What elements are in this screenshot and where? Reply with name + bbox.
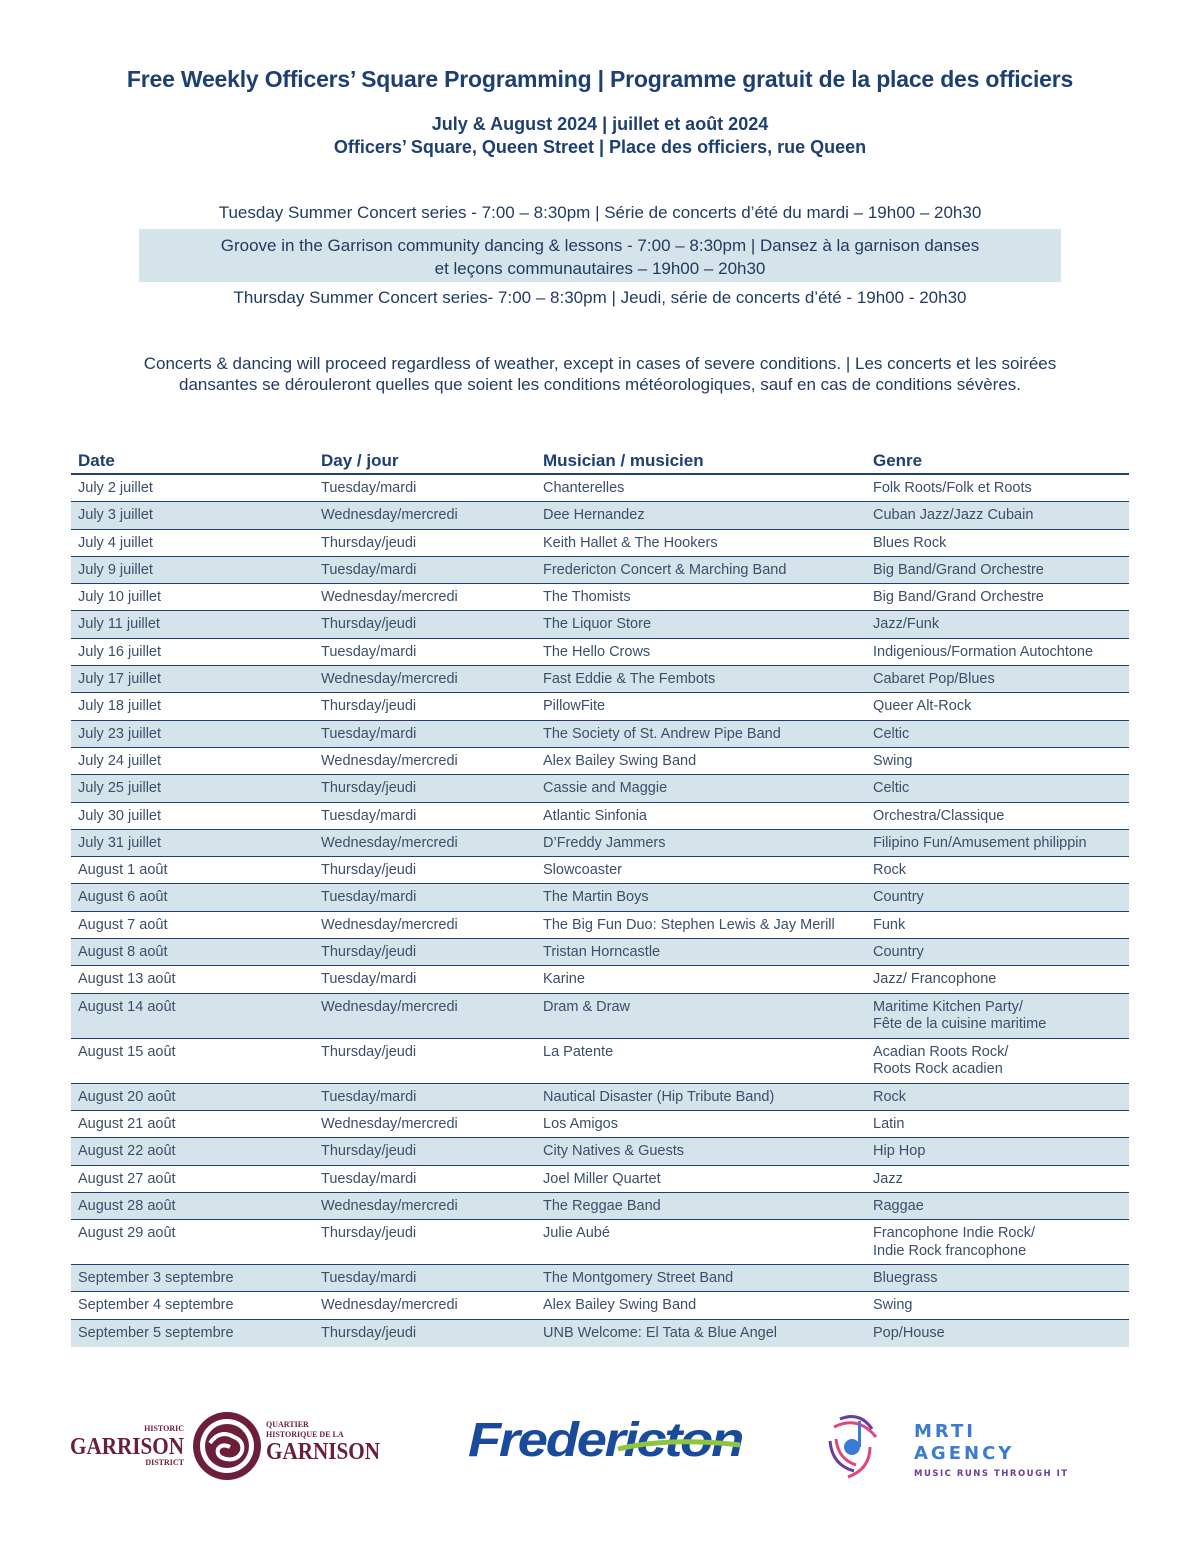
table-row — [71, 475, 1129, 502]
cell-musician: The Thomists — [543, 589, 631, 606]
cell-genre: Queer Alt-Rock — [873, 698, 972, 715]
cell-genre: Blues Rock — [873, 534, 947, 551]
table-row — [71, 912, 1129, 939]
wednesday-series-line2: et leçons communautaires – 19h00 – 20h30 — [434, 259, 766, 278]
cell-genre: Celtic — [873, 725, 910, 742]
cell-date: July 30 juillet — [78, 807, 162, 824]
fredericton-wordmark: Fredericton — [468, 1414, 743, 1467]
table-row — [71, 1111, 1129, 1138]
table-row — [71, 775, 1129, 802]
cell-date: July 16 juillet — [78, 643, 162, 660]
cell-date: August 29 août — [78, 1225, 176, 1242]
cell-date: July 25 juillet — [78, 780, 162, 797]
mrti-agency-logo — [826, 1407, 1098, 1483]
cell-musician: The Montgomery Street Band — [543, 1270, 734, 1287]
cell-musician: Karine — [543, 971, 585, 988]
cell-genre: Francophone Indie Rock/ Indie Rock francophone — [873, 1225, 1036, 1259]
cell-musician: Dee Hernandez — [543, 507, 645, 524]
cell-day: Thursday/jeudi — [321, 1225, 417, 1242]
cell-musician: Cassie and Maggie — [543, 780, 668, 797]
cell-date: July 31 juillet — [78, 834, 162, 851]
cell-genre: Jazz — [873, 1170, 903, 1187]
table-body — [71, 475, 1129, 1347]
garrison-district-logo — [70, 1407, 382, 1485]
music-note-icon — [844, 1439, 860, 1455]
garrison-district-text: DISTRICT — [145, 1458, 184, 1467]
table-row — [71, 1138, 1129, 1165]
cell-day: Wednesday/mercredi — [321, 752, 458, 769]
cell-genre: Rock — [873, 1088, 907, 1105]
table-row — [71, 666, 1129, 693]
table-row — [71, 966, 1129, 993]
table-row — [71, 830, 1129, 857]
cell-date: July 24 juillet — [78, 752, 162, 769]
cell-day: Tuesday/mardi — [321, 807, 417, 824]
table-row — [71, 803, 1129, 830]
cell-genre: Big Band/Grand Orchestre — [873, 589, 1044, 606]
cell-genre: Swing — [873, 1297, 913, 1314]
table-row — [71, 1320, 1129, 1347]
cell-date: August 27 août — [78, 1170, 176, 1187]
cell-musician: Atlantic Sinfonia — [543, 807, 647, 824]
table-row — [71, 748, 1129, 775]
cell-musician: Nautical Disaster (Hip Tribute Band) — [543, 1088, 775, 1105]
table-row — [71, 502, 1129, 529]
cell-genre: Bluegrass — [873, 1270, 938, 1287]
table-row — [71, 1039, 1129, 1084]
cell-musician: The Reggae Band — [543, 1197, 661, 1214]
cell-date: July 3 juillet — [78, 507, 153, 524]
cell-day: Wednesday/mercredi — [321, 916, 458, 933]
cell-day: Thursday/jeudi — [321, 862, 417, 879]
cell-day: Wednesday/mercredi — [321, 1115, 458, 1132]
cell-date: July 18 juillet — [78, 698, 162, 715]
table-row — [71, 1292, 1129, 1319]
date-range: July & August 2024 | juillet et août 2024 — [431, 114, 769, 134]
wednesday-series-line1: Groove in the Garrison community dancing & lessons - 7:00 – 8:30pm | Dansez à la garnison danses — [220, 236, 980, 255]
cell-musician: The Hello Crows — [543, 643, 651, 660]
garrison-text: GARRISON — [70, 1434, 185, 1460]
cell-genre: Hip Hop — [873, 1143, 926, 1160]
cell-day: Tuesday/mardi — [321, 889, 417, 906]
cell-day: Tuesday/mardi — [321, 1088, 417, 1105]
cell-day: Wednesday/mercredi — [321, 507, 458, 524]
cell-genre: Funk — [873, 916, 906, 933]
cell-musician: UNB Welcome: El Tata & Blue Angel — [543, 1324, 777, 1341]
location: Officers’ Square, Queen Street | Place des officiers, rue Queen — [333, 137, 867, 157]
cell-date: July 2 juillet — [78, 480, 153, 496]
header-date: Date — [78, 451, 115, 470]
table-row — [71, 557, 1129, 584]
cell-genre: Rock — [873, 862, 907, 879]
cell-date: August 21 août — [78, 1115, 176, 1132]
table-row — [71, 857, 1129, 884]
cell-musician: Keith Hallet & The Hookers — [543, 534, 718, 551]
cell-day: Tuesday/mardi — [321, 480, 417, 496]
cell-musician: PillowFite — [543, 698, 606, 715]
cell-day: Thursday/jeudi — [321, 698, 417, 715]
header-genre: Genre — [873, 451, 923, 470]
cell-genre: Country — [873, 889, 924, 906]
cell-date: August 20 août — [78, 1088, 176, 1105]
table-row — [71, 939, 1129, 966]
cell-day: Thursday/jeudi — [321, 1143, 417, 1160]
weather-notice-line2: dansantes se dérouleront quelles que soient les conditions météorologiques, sauf en cas de conditions sévères. — [178, 375, 1022, 394]
cell-day: Tuesday/mardi — [321, 1270, 417, 1287]
cell-date: September 4 septembre — [78, 1297, 234, 1314]
cell-date: August 22 août — [78, 1143, 176, 1160]
table-row — [71, 584, 1129, 611]
cell-genre: Jazz/ Francophone — [873, 971, 997, 988]
cell-musician: Tristan Horncastle — [543, 944, 661, 961]
cell-day: Wednesday/mercredi — [321, 671, 458, 688]
cell-day: Wednesday/mercredi — [321, 1297, 458, 1314]
cell-musician: The Martin Boys — [543, 889, 649, 906]
cell-genre: Cuban Jazz/Jazz Cubain — [873, 507, 1034, 524]
cell-date: September 3 septembre — [78, 1270, 234, 1287]
table-row — [71, 884, 1129, 911]
cell-musician: La Patente — [543, 1043, 614, 1060]
table-row — [71, 994, 1129, 1039]
cell-day: Tuesday/mardi — [321, 971, 417, 988]
cell-musician: Alex Bailey Swing Band — [543, 1297, 697, 1314]
wednesday-series — [139, 229, 1061, 282]
cell-genre: Filipino Fun/Amusement philippin — [873, 834, 1087, 851]
cell-musician: Fast Eddie & The Fembots — [543, 671, 716, 688]
cell-date: July 11 juillet — [78, 616, 160, 633]
cell-genre: Swing — [873, 752, 913, 769]
cell-day: Wednesday/mercredi — [321, 998, 458, 1015]
cell-musician: Julie Aubé — [543, 1225, 610, 1242]
logo-bar — [0, 1395, 1200, 1485]
cell-date: August 8 août — [78, 944, 168, 961]
table-row — [71, 1220, 1129, 1265]
cell-day: Thursday/jeudi — [321, 1043, 417, 1060]
table-row — [71, 530, 1129, 557]
cell-musician: The Liquor Store — [543, 616, 652, 633]
cell-musician: The Society of St. Andrew Pipe Band — [543, 725, 781, 742]
cell-musician: Joel Miller Quartet — [543, 1170, 661, 1187]
cell-day: Thursday/jeudi — [321, 616, 417, 633]
cell-day: Tuesday/mardi — [321, 643, 417, 660]
cell-genre: Folk Roots/Folk et Roots — [873, 480, 1032, 496]
table-header — [71, 449, 1129, 475]
cell-day: Thursday/jeudi — [321, 944, 417, 961]
table-row — [71, 1193, 1129, 1220]
page-title: Free Weekly Officers’ Square Programming | Programme gratuit de la place des officiers — [126, 66, 1074, 92]
cell-date: August 15 août — [78, 1043, 176, 1060]
cell-day: Wednesday/mercredi — [321, 834, 458, 851]
cell-date: August 14 août — [78, 998, 176, 1015]
cell-genre: Maritime Kitchen Party/ Fête de la cuisine maritime — [873, 998, 1047, 1033]
cell-musician: Dram & Draw — [543, 998, 631, 1015]
cell-date: July 4 juillet — [78, 534, 153, 551]
cell-genre: Country — [873, 944, 924, 961]
cell-genre: Jazz/Funk — [873, 616, 940, 633]
cell-genre: Indigenious/Formation Autochtone — [873, 643, 1094, 660]
cell-day: Thursday/jeudi — [321, 534, 417, 551]
cell-date: August 13 août — [78, 971, 176, 988]
cell-date: July 17 juillet — [78, 671, 162, 688]
cell-date: July 9 juillet — [78, 561, 153, 578]
header-musician: Musician / musicien — [543, 451, 704, 470]
cell-day: Wednesday/mercredi — [321, 589, 458, 606]
cell-musician: Fredericton Concert & Marching Band — [543, 561, 787, 578]
cell-genre: Latin — [873, 1115, 905, 1132]
cell-day: Tuesday/mardi — [321, 725, 417, 742]
cell-day: Tuesday/mardi — [321, 1170, 417, 1187]
cell-musician: Chanterelles — [543, 480, 625, 496]
table-row — [71, 721, 1129, 748]
cell-musician: D’Freddy Jammers — [543, 834, 666, 851]
schedule-table — [71, 449, 1129, 1347]
weather-notice-line1: Concerts & dancing will proceed regardless of weather, except in cases of severe conditions. | Les concerts et les soirées — [143, 354, 1057, 373]
cell-genre: Acadian Roots Rock/ Roots Rock acadien — [873, 1043, 1009, 1078]
cell-genre: Pop/House — [873, 1324, 945, 1341]
agency-text: AGENCY — [914, 1443, 1015, 1464]
cell-musician: Alex Bailey Swing Band — [543, 752, 697, 769]
garrison-quartier-text: QUARTIER — [266, 1420, 309, 1429]
table-row — [71, 1265, 1129, 1292]
cell-musician: Slowcoaster — [543, 862, 622, 879]
cell-date: August 28 août — [78, 1197, 176, 1214]
cell-date: August 7 août — [78, 916, 168, 933]
table-row — [71, 693, 1129, 720]
cell-date: August 1 août — [78, 862, 168, 879]
cell-genre: Raggae — [873, 1197, 924, 1214]
cell-genre: Celtic — [873, 780, 910, 797]
thursday-series: Thursday Summer Concert series- 7:00 – 8:30pm | Jeudi, série de concerts d’été - 19h00 - 20h30 — [233, 288, 967, 307]
cell-day: Thursday/jeudi — [321, 780, 417, 797]
cell-day: Thursday/jeudi — [321, 1324, 417, 1341]
garnison-text: GARNISON — [266, 1439, 381, 1465]
cell-genre: Cabaret Pop/Blues — [873, 671, 995, 688]
cell-date: September 5 septembre — [78, 1324, 234, 1341]
weather-notice — [70, 353, 1130, 395]
fredericton-logo — [468, 1409, 748, 1469]
cell-date: July 10 juillet — [78, 589, 162, 606]
cell-genre: Big Band/Grand Orchestre — [873, 561, 1044, 578]
cell-musician: The Big Fun Duo: Stephen Lewis & Jay Merill — [543, 916, 835, 933]
table-row — [71, 639, 1129, 666]
cell-genre: Orchestra/Classique — [873, 807, 1005, 824]
cell-day: Wednesday/mercredi — [321, 1197, 458, 1214]
tuesday-series: Tuesday Summer Concert series - 7:00 – 8:30pm | Série de concerts d’été du mardi – 19h00 – 20h30 — [218, 203, 982, 222]
cell-date: August 6 août — [78, 889, 168, 906]
cell-musician: Los Amigos — [543, 1115, 618, 1132]
garrison-historic-text: HISTORIC — [144, 1424, 184, 1433]
mrti-tagline-text: MUSIC RUNS THROUGH IT — [914, 1469, 1069, 1479]
cell-day: Tuesday/mardi — [321, 561, 417, 578]
table-row — [71, 1084, 1129, 1111]
header-day: Day / jour — [321, 451, 399, 470]
cell-date: July 23 juillet — [78, 725, 162, 742]
table-row — [71, 1166, 1129, 1193]
mrti-text: MRTI — [914, 1421, 976, 1442]
table-row — [71, 611, 1129, 638]
garrison-historique-text: HISTORIQUE DE LA — [266, 1430, 344, 1439]
cell-musician: City Natives & Guests — [543, 1143, 685, 1160]
